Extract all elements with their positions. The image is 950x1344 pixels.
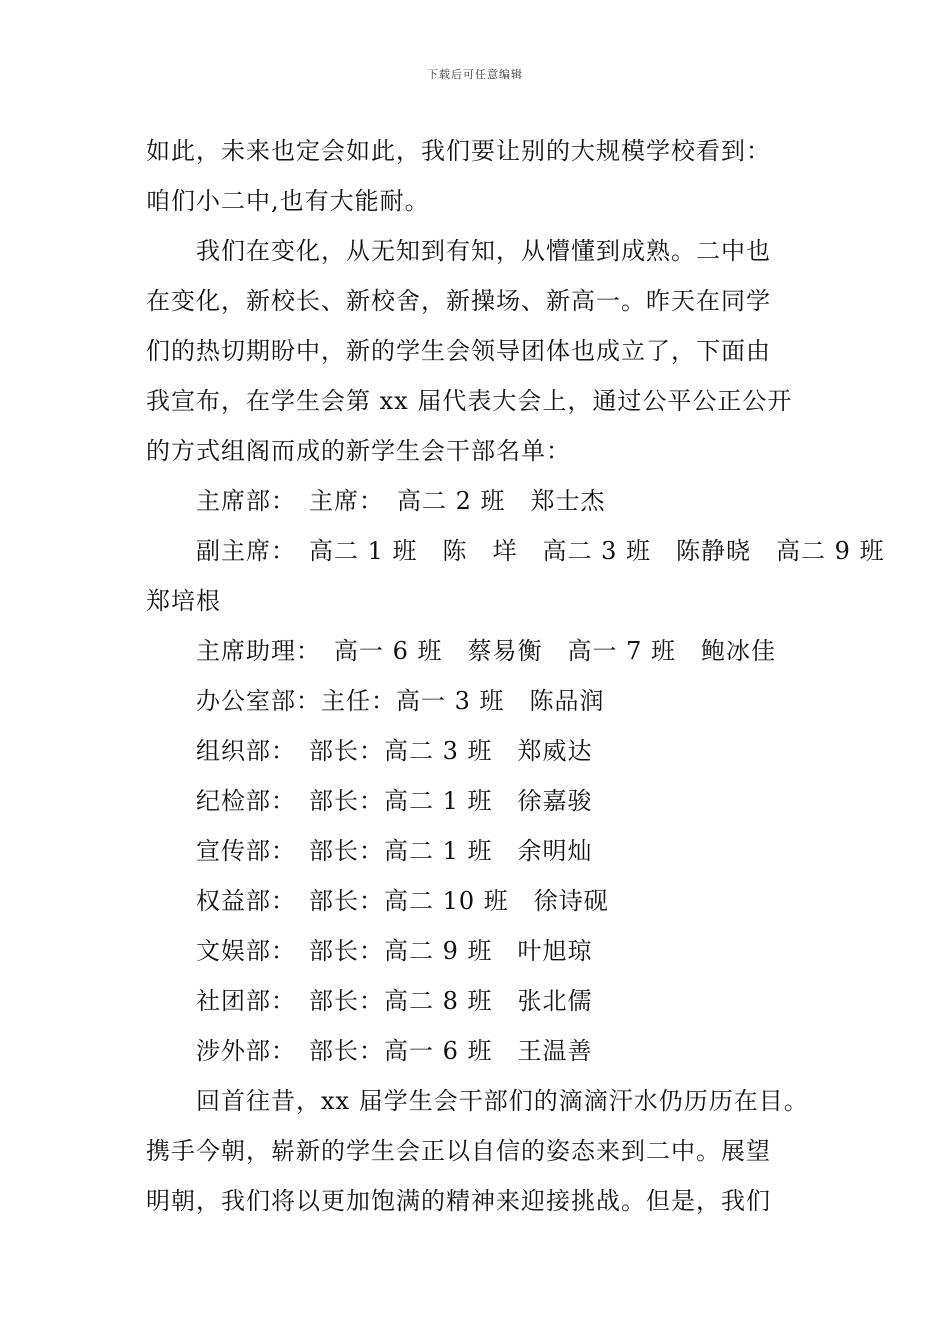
- roster-line: 副主席： 高二 1 班 陈 垟 高二 3 班 陈静晓 高二 9 班: [196, 537, 885, 565]
- paragraph-line: 如此，未来也定会如此，我们要让别的大规模学校看到：: [146, 137, 771, 165]
- roster-line: 社团部： 部长：高二 8 班 张北儒: [196, 987, 593, 1015]
- paragraph-line: 我宣布，在学生会第 xx 届代表大会上，通过公平公正公开: [146, 387, 793, 415]
- document-body: [146, 126, 885, 1226]
- paragraph-line: 在变化，新校长、新校舍，新操场、新高一。昨天在同学: [146, 287, 771, 315]
- roster-line: 文娱部： 部长：高二 9 班 叶旭琼: [196, 937, 593, 965]
- paragraph-line: 携手今朝，崭新的学生会正以自信的姿态来到二中。展望: [146, 1137, 771, 1165]
- page-header: 下载后可任意编辑: [427, 68, 523, 81]
- roster-line: 郑培根: [146, 587, 221, 615]
- paragraph-line: 明朝，我们将以更加饱满的精神来迎接挑战。但是，我们: [146, 1187, 771, 1215]
- paragraph-line: 们的热切期盼中，新的学生会领导团体也成立了，下面由: [146, 337, 771, 365]
- paragraph-line: 我们在变化，从无知到有知，从懵懂到成熟。二中也: [196, 237, 771, 265]
- roster-line: 涉外部： 部长：高一 6 班 王温善: [196, 1037, 593, 1065]
- roster-line: 主席部： 主席： 高二 2 班 郑士杰: [196, 487, 606, 515]
- roster-line: 权益部： 部长：高二 10 班 徐诗砚: [196, 887, 609, 915]
- roster-line: 主席助理： 高一 6 班 蔡易衡 高一 7 班 鲍冰佳: [196, 637, 777, 665]
- roster-line: 办公室部：主任：高一 3 班 陈品润: [196, 687, 605, 715]
- paragraph-line: 回首往昔，xx 届学生会干部们的滴滴汗水仍历历在目。: [196, 1087, 809, 1115]
- roster-line: 组织部： 部长：高二 3 班 郑威达: [196, 737, 593, 765]
- roster-line: 纪检部： 部长：高二 1 班 徐嘉骏: [196, 787, 593, 815]
- roster-line: 宣传部： 部长：高二 1 班 余明灿: [196, 837, 593, 865]
- paragraph-line: 咱们小二中,也有大能耐。: [146, 187, 430, 215]
- paragraph-line: 的方式组阁而成的新学生会干部名单：: [146, 437, 571, 465]
